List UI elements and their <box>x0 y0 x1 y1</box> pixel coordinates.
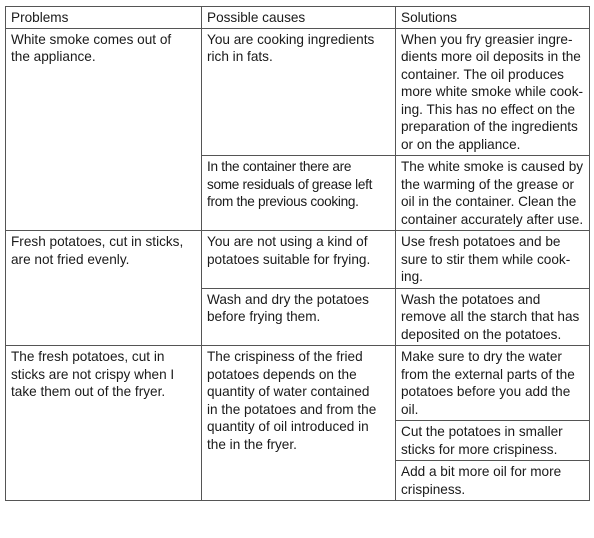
solution-cell: Make sure to dry the water from the external parts of the potatoes before you add the oil. <box>396 346 590 421</box>
problem-cell: Fresh potatoes, cut in sticks, are not fried evenly. <box>6 231 202 346</box>
table-row <box>6 346 590 421</box>
header-solutions: Solutions <box>396 7 590 29</box>
header-row <box>6 7 590 29</box>
solution-cell: Cut the potatoes in smaller sticks for more crispiness. <box>396 421 590 461</box>
problem-cell: The fresh potatoes, cut in sticks are not crispy when I take them out of the fryer. <box>6 346 202 501</box>
solution-cell: Add a bit more oil for more crispiness. <box>396 461 590 501</box>
troubleshooting-table <box>5 6 590 501</box>
solution-cell: When you fry greasier ingre- dients more oil deposits in the container. The oil produces more white smoke while cook- ing. This has no effect on the preparation of the ingredients or on the appliance. <box>396 28 590 156</box>
solution-cell: The white smoke is caused by the warming of the grease or oil in the container. Clean the container accurately after use. <box>396 156 590 231</box>
header-possible-causes: Possible causes <box>202 7 396 29</box>
cause-cell: You are not using a kind of potatoes suitable for frying. <box>202 231 396 289</box>
table-row <box>6 28 590 156</box>
header-problems: Problems <box>6 7 202 29</box>
cause-cell: In the container there are some residuals of grease left from the previous cooking. <box>202 156 396 231</box>
cause-cell: The crispiness of the fried potatoes depends on the quantity of water contained in the potatoes and from the quantity of oil introduced in the in the fryer. <box>202 346 396 501</box>
solution-cell: Wash the potatoes and remove all the starch that has deposited on the potatoes. <box>396 288 590 346</box>
solution-cell: Use fresh potatoes and be sure to stir them while cook- ing. <box>396 231 590 289</box>
problem-cell: White smoke comes out of the appliance. <box>6 28 202 231</box>
cause-cell: You are cooking ingredients rich in fats. <box>202 28 396 156</box>
table-row <box>6 231 590 289</box>
cause-cell: Wash and dry the potatoes before frying them. <box>202 288 396 346</box>
